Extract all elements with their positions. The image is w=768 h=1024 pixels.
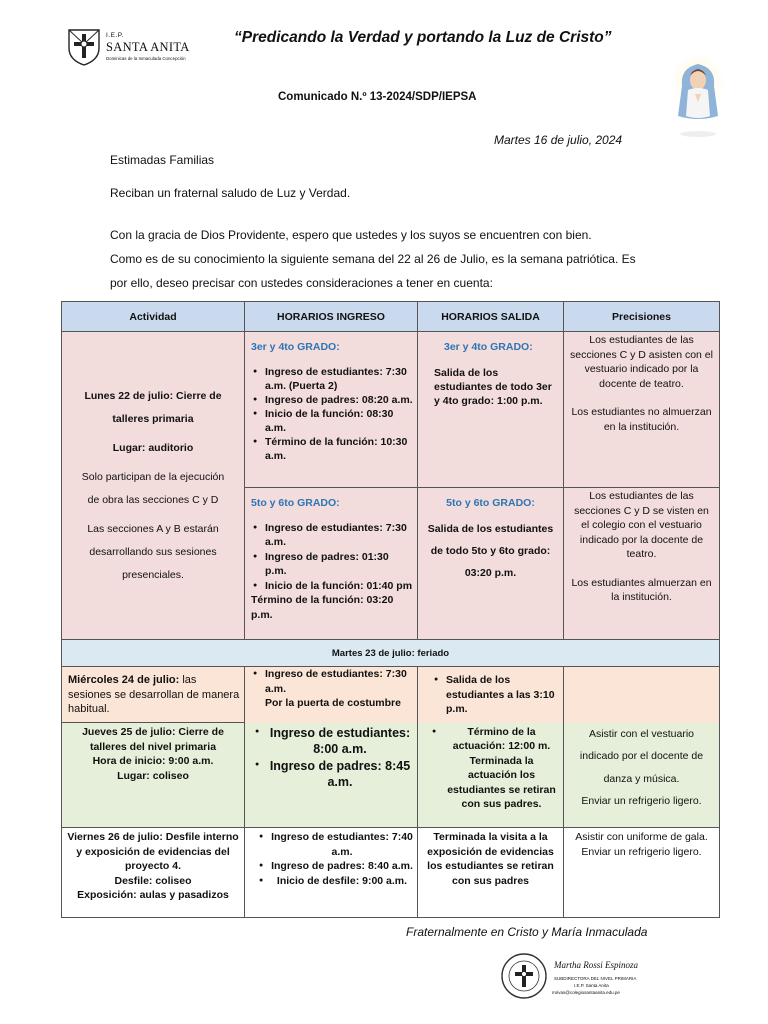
monday-34-detail-2: Los estudiantes no almuerzan en la institución.: [571, 406, 712, 433]
monday-activity-cell: [62, 332, 245, 640]
list-item: ● Ingreso de estudiantes: 7:30 a.m.: [253, 521, 413, 550]
closing-line: Fraternalmente en Cristo y María Inmaculada: [406, 925, 648, 939]
friday-exit-cell: Terminada la visita a la exposición de evidencias los estudiantes se retiran con sus padres: [418, 828, 564, 918]
wednesday-activity-title: Miércoles 24 de julio:: [68, 674, 180, 686]
friday-entry-list: [259, 830, 413, 888]
header-entry-times: HORARIOS INGRESO: [245, 302, 418, 332]
monday-56-exit-2: de todo 5to y 6to grado:: [430, 545, 551, 557]
monday-56-details-cell: [564, 488, 720, 640]
friday-detail-1: Asistir con uniforme de gala.: [575, 831, 708, 843]
monday-34-entry-cell: [245, 332, 418, 488]
schedule-table: [61, 301, 720, 918]
signature-school: I.E.P. Santa Anita: [574, 983, 609, 988]
list-item: ● Término de la actuación: 12:00 m. Terminada la actuación los estudiantes se retiran con sus padres.: [432, 725, 559, 812]
monday-34-exit-cell: [418, 332, 564, 488]
monday-note-4: desarrollando sus sesiones: [89, 545, 217, 558]
list-item: ● Inicio de la función: 08:30 a.m.: [253, 407, 413, 435]
list-item: ● Ingreso de estudiantes: 7:30 a.m. (Puerta 2): [253, 365, 413, 393]
friday-activity-title: Viernes 26 de julio: Desfile interno y exposición de evidencias del proyecto 4.: [67, 831, 239, 872]
list-item: ● Inicio de desfile: 9:00 a.m.: [259, 874, 413, 889]
table-row-friday: [62, 828, 720, 918]
communique-number: Comunicado N.º 13-2024/SDP/IEPSA: [278, 91, 477, 103]
table-row-monday-3-4: [62, 332, 720, 488]
thursday-entry-cell: [245, 723, 418, 828]
table-row-tuesday: [62, 640, 720, 667]
monday-note-5: presenciales.: [122, 568, 184, 581]
monday-56-exit-3: 03:20 p.m.: [464, 567, 517, 579]
monday-34-entry-list: [251, 365, 413, 463]
wednesday-entry-list: [253, 667, 413, 696]
monday-34-detail-1: Los estudiantes de las secciones C y D asisten con el vestuario indicado por la docente de teatro.: [570, 334, 713, 390]
list-item: ● Ingreso de padres: 8:40 a.m.: [259, 859, 413, 874]
wednesday-entry-door: Por la puerta de costumbre: [265, 697, 401, 709]
list-item: ● Término de la función: 10:30 a.m.: [253, 435, 413, 463]
list-item: ● Salida de los estudiantes a las 3:10 p.m.: [434, 673, 559, 717]
list-item: ● Ingreso de padres: 8:45 a.m.: [255, 758, 413, 791]
header-exit-times: HORARIOS SALIDA: [418, 302, 564, 332]
table-row-wednesday: [62, 667, 720, 723]
list-item: ● Ingreso de padres: 08:20 a.m.: [253, 393, 413, 407]
thursday-entry-list: [255, 725, 413, 791]
thursday-detail-1: Asistir con el vestuario: [588, 727, 695, 740]
header-details: Precisiones: [564, 302, 720, 332]
list-item: ● Ingreso de estudiantes: 8:00 a.m.: [255, 725, 413, 758]
paragraph-1: Con la gracia de Dios Providente, espero que ustedes y los suyos se encuentren con bien.: [110, 228, 592, 242]
grade-5-6-label-exit: 5to y 6to GRADO:: [446, 497, 535, 509]
monday-56-detail-2: Los estudiantes almuerzan en la institución.: [571, 576, 712, 603]
thursday-details-cell: [564, 723, 720, 828]
signature-email: mrivas@colegiosantaanita.edu.pe: [552, 990, 620, 995]
greeting: Estimadas Familias: [110, 153, 215, 167]
friday-detail-2: Enviar un refrigerio ligero.: [581, 845, 702, 858]
wednesday-entry-cell: [245, 667, 418, 723]
school-motto: “Predicando la Verdad y portando la Luz de Cristo”: [234, 29, 612, 46]
monday-56-function-end: Término de la función: 03:20 p.m.: [251, 594, 394, 621]
table-row-thursday: [62, 723, 720, 828]
monday-56-exit-1: Salida de los estudiantes: [427, 523, 554, 535]
thursday-start-time: Hora de inicio: 9:00 a.m.: [92, 755, 214, 767]
wednesday-exit-cell: [418, 667, 564, 723]
wednesday-exit-list: [434, 673, 559, 717]
thursday-activity-title: Jueves 25 de julio: Cierre de: [82, 726, 224, 738]
virgin-mary-image-icon: [668, 56, 728, 140]
monday-56-entry-cell: [245, 488, 418, 640]
thursday-exit-cell: [418, 723, 564, 828]
friday-activity-cell: [62, 828, 245, 918]
logo-school-name: SANTA ANITA: [106, 40, 190, 54]
signature-title: SUBDIRECTORA DEL NIVEL PRIMARIA: [554, 976, 637, 981]
list-item: ● Ingreso de estudiantes: 7:30 a.m.: [253, 667, 413, 696]
wednesday-activity-cell: [62, 667, 245, 723]
monday-note-2: de obra las secciones C y D: [87, 493, 219, 506]
monday-activity-title-2: talleres primaria: [112, 412, 194, 425]
friday-entry-cell: [245, 828, 418, 918]
header-activity: Actividad: [62, 302, 245, 332]
wednesday-activity-text: las sesiones se desarrollan de manera habitual.: [68, 674, 240, 715]
logo-subtitle: Dominicas de la Inmaculada Concepción: [106, 56, 186, 61]
friday-exhibit-place: Exposición: aulas y pasadizos: [77, 889, 229, 901]
friday-parade-place: Desfile: coliseo: [114, 874, 192, 887]
monday-34-exit-text: Salida de los estudiantes de todo 3er y 4to grado: 1:00 p.m.: [434, 367, 552, 407]
paragraph-2: Como es de su conocimiento la siguiente semana del 22 al 26 de Julio, es la semana patriótica. Es: [110, 252, 636, 266]
monday-56-entry-list: [251, 521, 413, 594]
monday-note-1: Solo participan de la ejecución: [81, 470, 225, 483]
logo-iep-text: I.E.P.: [106, 32, 125, 39]
thursday-activity-title-2: talleres del nivel primaria: [89, 740, 217, 753]
monday-note-3: Las secciones A y B estarán: [87, 522, 219, 535]
thursday-place: Lugar: coliseo: [117, 769, 189, 782]
paragraph-3: por ello, deseo precisar con ustedes consideraciones a tener en cuenta:: [110, 276, 493, 290]
salute: Reciban un fraternal saludo de Luz y Verdad.: [110, 186, 351, 200]
school-logo: [66, 28, 191, 70]
thursday-detail-3: danza y música.: [603, 772, 680, 785]
table-header-row: [62, 302, 720, 332]
monday-activity-title: Lunes 22 de julio: Cierre de: [84, 389, 222, 402]
friday-details-cell: [564, 828, 720, 918]
school-seal-icon: [500, 950, 548, 1002]
thursday-detail-4: Enviar un refrigerio ligero.: [581, 795, 702, 807]
thursday-exit-list: [432, 725, 559, 812]
monday-56-exit-cell: [418, 488, 564, 640]
grade-3-4-label-exit: 3er y 4to GRADO:: [444, 341, 533, 353]
letter-date: Martes 16 de julio, 2024: [494, 133, 623, 147]
list-item: ● Inicio de la función: 01:40 pm: [253, 579, 413, 594]
signature: Martha Rossi Espinoza: [554, 960, 639, 970]
tuesday-holiday-cell: Martes 23 de julio: feriado: [62, 640, 720, 667]
list-item: ● Ingreso de padres: 01:30 p.m.: [253, 550, 413, 579]
grade-3-4-label: 3er y 4to GRADO:: [251, 341, 340, 353]
thursday-detail-2: indicado por el docente de: [579, 750, 704, 762]
monday-56-detail-1: Los estudiantes de las secciones C y D se visten en el colegio con el vestuario indicado por la docente de teatro.: [574, 490, 709, 560]
thursday-activity-cell: [62, 723, 245, 828]
monday-place: Lugar: auditorio: [112, 441, 194, 454]
signature-stamp: [496, 946, 652, 1008]
school-crest-icon: [66, 28, 102, 66]
wednesday-details-cell: [564, 667, 720, 723]
list-item: ● Ingreso de estudiantes: 7:40 a.m.: [259, 830, 413, 859]
monday-34-details-cell: [564, 332, 720, 488]
grade-5-6-label: 5to y 6to GRADO:: [251, 497, 340, 509]
